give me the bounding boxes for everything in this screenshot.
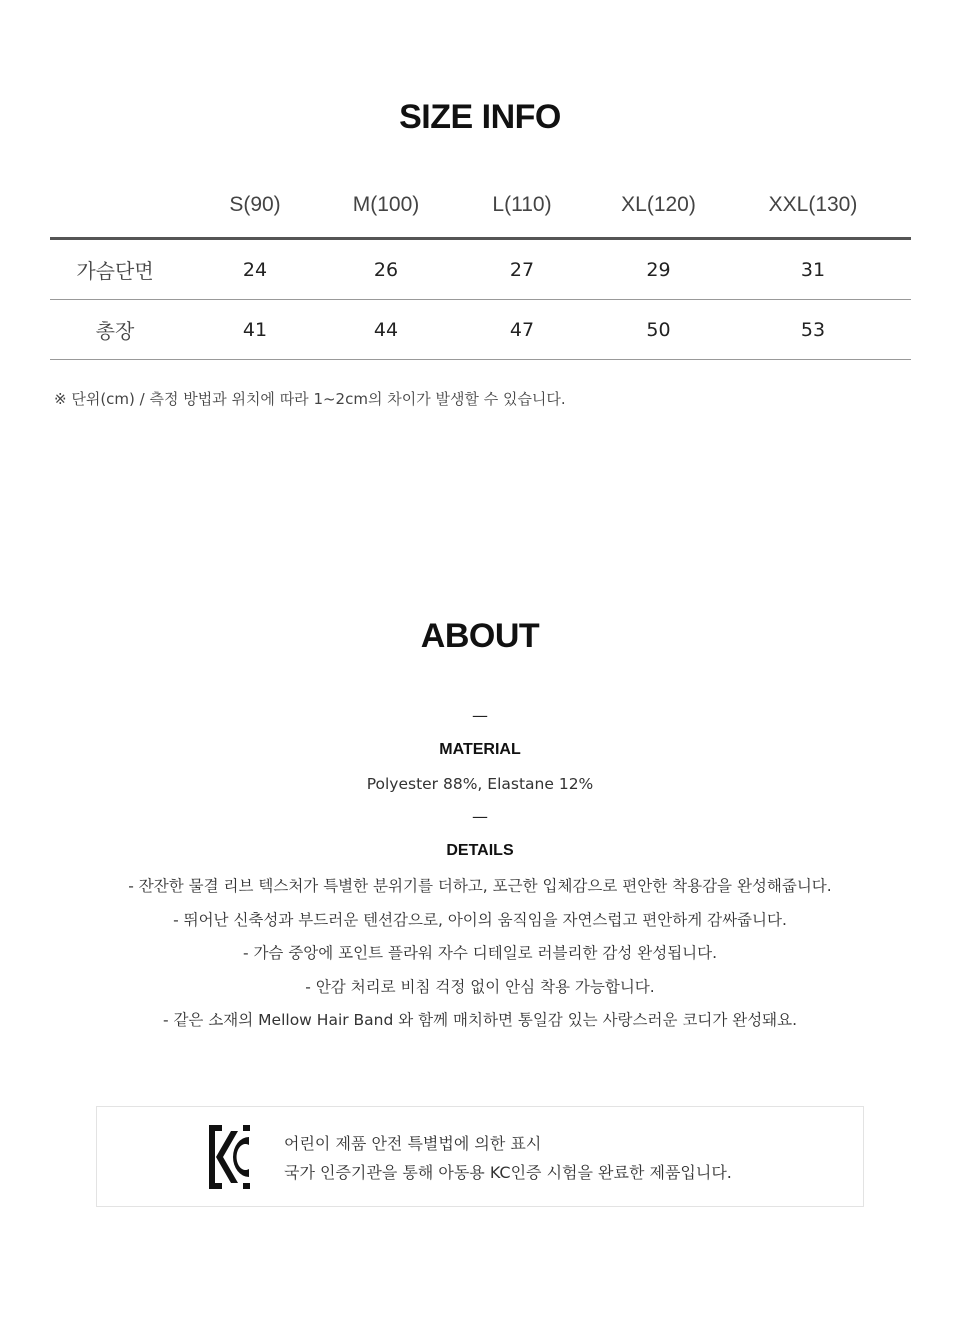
table-row (50, 239, 911, 300)
table-cell: 44 (330, 300, 442, 360)
table-cell: 31 (715, 239, 911, 300)
table-cell: 47 (442, 300, 602, 360)
kc-notice-line: 국가 인증기관을 통해 아동용 KC인증 시험을 완료한 제품입니다. (284, 1163, 732, 1182)
table-cell: 27 (442, 239, 602, 300)
size-table (50, 172, 911, 360)
list-item: - 뛰어난 신축성과 부드러운 텐션감으로, 아이의 움직임을 자연스럽고 편안하게 감싸줍니다. (173, 910, 787, 929)
list-item: - 잔잔한 물결 리브 텍스처가 특별한 분위기를 더하고, 포근한 입체감으로 편안한 착용감을 완성해줍니다. (128, 877, 832, 895)
table-row (50, 300, 911, 360)
table-cell: 24 (180, 239, 330, 300)
section-divider: — (472, 807, 488, 826)
material-label: MATERIAL (439, 741, 521, 758)
size-note: ※ 단위(cm) / 측정 방법과 위치에 따라 1~2cm의 차이가 발생할 수 있습니다. (54, 390, 566, 408)
list-item: - 가슴 중앙에 포인트 플라워 자수 디테일로 러블리한 감성 완성됩니다. (242, 944, 718, 963)
kc-logo-icon (207, 1123, 251, 1191)
about-title: ABOUT (420, 617, 540, 655)
material-text: Polyester 88%, Elastane 12% (366, 775, 594, 793)
column-header: XXL(130) (715, 172, 911, 239)
details-label: DETAILS (446, 842, 514, 859)
size-header-row (50, 172, 911, 239)
row-label: 총장 (50, 300, 180, 360)
details-list (0, 874, 960, 1042)
table-cell: 41 (180, 300, 330, 360)
table-cell: 26 (330, 239, 442, 300)
row-label: 가슴단면 (50, 239, 180, 300)
size-info-title: SIZE INFO (399, 98, 561, 136)
table-cell: 50 (602, 300, 715, 360)
column-header: S(90) (180, 172, 330, 239)
column-header: L(110) (442, 172, 602, 239)
kc-notice-line: 어린이 제품 안전 특별법에 의한 표시 (284, 1134, 542, 1153)
column-header: XL(120) (602, 172, 715, 239)
list-item: - 안감 처리로 비침 걱정 없이 안심 착용 가능합니다. (305, 977, 655, 996)
list-item: - 같은 소재의 Mellow Hair Band 와 함께 매치하면 통일감 있는 사랑스러운 코디가 완성돼요. (162, 1011, 798, 1030)
header-empty-cell (50, 172, 180, 239)
table-cell: 53 (715, 300, 911, 360)
section-divider: — (472, 706, 488, 725)
column-header: M(100) (330, 172, 442, 239)
table-cell: 29 (602, 239, 715, 300)
kc-certification-box (96, 1106, 864, 1207)
